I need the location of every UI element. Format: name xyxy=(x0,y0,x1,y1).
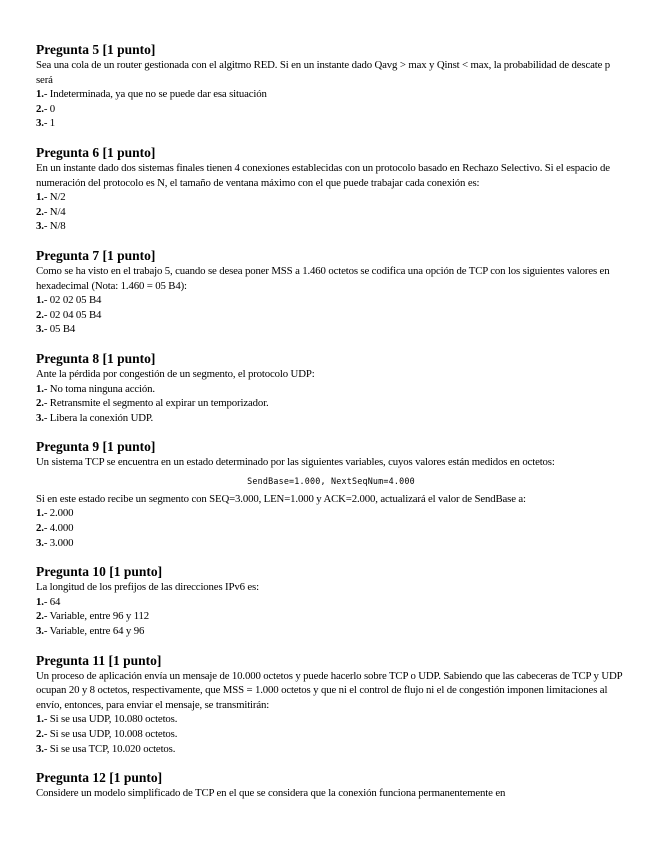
question-title: Pregunta 6 [1 punto] xyxy=(36,144,156,160)
answer-option-text: - Indeterminada, ya que no se puede dar esa situación xyxy=(43,88,267,101)
answer-option-text: - Si se usa TCP, 10.020 octetos. xyxy=(43,742,176,755)
answer-option-number: 1. xyxy=(36,713,44,726)
answer-option xyxy=(36,595,626,610)
question-block xyxy=(36,653,626,757)
answer-option xyxy=(36,536,626,551)
answer-options xyxy=(36,595,626,639)
answer-option-number: 3. xyxy=(36,323,44,336)
question-text: Sea una cola de un router gestionada con el algitmo RED. Si en un instante dado Qavg > max y Qinst < max, la probabilidad de descate p será xyxy=(36,59,611,86)
answer-options xyxy=(36,293,626,337)
answer-option-number: 3. xyxy=(36,220,44,233)
answer-option-number: 1. xyxy=(36,191,44,204)
answer-options xyxy=(36,190,626,234)
exam-document xyxy=(36,42,626,815)
question-title: Pregunta 12 [1 punto] xyxy=(36,770,163,786)
question-block xyxy=(36,248,626,337)
question-text: En un instante dado dos sistemas finales tienen 4 conexiones establecidas con un protocolo basado en Rechazo Selectivo. Si el espacio de numeración del protocolo es N, el tamaño de ventana máximo con el que puede trabajar cada conexión es: xyxy=(36,161,610,189)
question-title: Pregunta 5 [1 punto] xyxy=(36,42,156,57)
answer-option-number: 2. xyxy=(36,205,44,218)
answer-option-number: 2. xyxy=(36,610,44,623)
question-block xyxy=(36,42,626,131)
answer-options xyxy=(36,87,626,131)
answer-option-text: - 64 xyxy=(43,595,61,608)
answer-option xyxy=(36,727,626,742)
question-text: Un sistema TCP se encuentra en un estado determinado por las siguientes variables, cuyos valores están medidos en octetos: xyxy=(36,456,555,469)
answer-option-text: - N/4 xyxy=(43,205,66,218)
answer-option-number: 3. xyxy=(36,117,44,130)
question-text: Un proceso de aplicación envía un mensaje de 10.000 octetos y puede hacerlo sobre TCP o UDP. Sabiendo que las cabeceras de TCP y UDP ocupan 20 y 8 octetos, respectivamente, que MSS = 1.000 octetos y que ni el control de flujo ni el de congestión imponen limitaciones al envío, entonces, para enviar el mensaje, se transmitirán: xyxy=(36,669,623,711)
answer-option-text: - Retransmite el segmento al expirar un temporizador. xyxy=(43,397,269,410)
question-title: Pregunta 8 [1 punto] xyxy=(36,350,156,366)
answer-option-text: - 4.000 xyxy=(43,522,74,535)
answer-option-number: 3. xyxy=(36,625,44,638)
question-text: Ante la pérdida por congestión de un segmento, el protocolo UDP: xyxy=(36,367,315,380)
answer-option xyxy=(36,87,626,102)
answer-option xyxy=(36,521,626,536)
answer-option-text: - Libera la conexión UDP. xyxy=(43,411,154,424)
answer-option-text: - Variable, entre 64 y 96 xyxy=(43,625,145,638)
answer-option xyxy=(36,322,626,337)
answer-option xyxy=(36,411,626,426)
answer-option xyxy=(36,396,626,411)
answer-option xyxy=(36,382,626,397)
answer-option-number: 2. xyxy=(36,102,44,115)
answer-options xyxy=(36,506,626,550)
answer-option-text: - N/8 xyxy=(43,220,66,233)
answer-option xyxy=(36,506,626,521)
question-title: Pregunta 11 [1 punto] xyxy=(36,652,162,668)
answer-option xyxy=(36,742,626,757)
answer-option-text: - 0 xyxy=(43,102,56,115)
answer-option xyxy=(36,624,626,639)
answer-option-text: - 2.000 xyxy=(43,507,74,520)
question-text: Considere un modelo simplificado de TCP en el que se considera que la conexión funciona permanentemente en xyxy=(36,787,506,800)
answer-option-number: 1. xyxy=(36,595,44,608)
question-title: Pregunta 7 [1 punto] xyxy=(36,247,156,263)
answer-option xyxy=(36,219,626,234)
answer-option-number: 1. xyxy=(36,294,44,307)
answer-option xyxy=(36,712,626,727)
answer-option xyxy=(36,609,626,624)
question-text-continued: Si en este estado recibe un segmento con SEQ=3.000, LEN=1.000 y ACK=2.000, actualizará el valor de SendBase a: xyxy=(36,492,526,505)
answer-option-number: 3. xyxy=(36,411,44,424)
answer-option-text: - Si se usa UDP, 10.080 octetos. xyxy=(43,713,178,726)
answer-option-text: - 05 B4 xyxy=(43,323,76,336)
question-block xyxy=(36,351,626,425)
answer-option-text: - 1 xyxy=(43,117,56,130)
answer-option-text: - 02 04 05 B4 xyxy=(43,308,102,321)
answer-option-text: - No toma ninguna acción. xyxy=(43,382,155,395)
answer-option-number: 1. xyxy=(36,507,44,520)
question-block xyxy=(36,439,626,550)
answer-option-number: 1. xyxy=(36,382,44,395)
answer-option xyxy=(36,293,626,308)
question-text: La longitud de los prefijos de las direcciones IPv6 es: xyxy=(36,581,259,594)
question-title: Pregunta 9 [1 punto] xyxy=(36,439,156,455)
answer-option xyxy=(36,102,626,117)
answer-option-text: - Si se usa UDP, 10.008 octetos. xyxy=(43,728,178,740)
answer-option xyxy=(36,116,626,131)
answer-option-text: - N/2 xyxy=(43,191,66,204)
answer-option xyxy=(36,308,626,323)
answer-option-number: 2. xyxy=(36,728,44,740)
question-block xyxy=(36,770,626,801)
question-variables: SendBase=1.000, NextSeqNum=4.000 xyxy=(247,475,415,486)
answer-option-number: 1. xyxy=(36,88,44,101)
answer-option xyxy=(36,190,626,205)
answer-option-number: 2. xyxy=(36,308,44,321)
question-text: Como se ha visto en el trabajo 5, cuando se desea poner MSS a 1.460 octetos se codifica una opción de TCP con los siguientes valores en hexadecimal (Nota: 1.460 = 05 B4): xyxy=(36,264,610,292)
answer-option-number: 3. xyxy=(36,742,44,755)
answer-option-number: 3. xyxy=(36,536,44,549)
answer-option-text: - 02 02 05 B4 xyxy=(43,294,102,307)
answer-option-text: - 3.000 xyxy=(43,536,74,549)
answer-options xyxy=(36,382,626,426)
answer-option xyxy=(36,205,626,220)
answer-options xyxy=(36,712,626,756)
question-block xyxy=(36,145,626,234)
answer-option-number: 2. xyxy=(36,397,44,410)
answer-option-number: 2. xyxy=(36,522,44,535)
answer-option-text: - Variable, entre 96 y 112 xyxy=(43,610,150,623)
question-title: Pregunta 10 [1 punto] xyxy=(36,564,163,580)
question-block xyxy=(36,564,626,638)
